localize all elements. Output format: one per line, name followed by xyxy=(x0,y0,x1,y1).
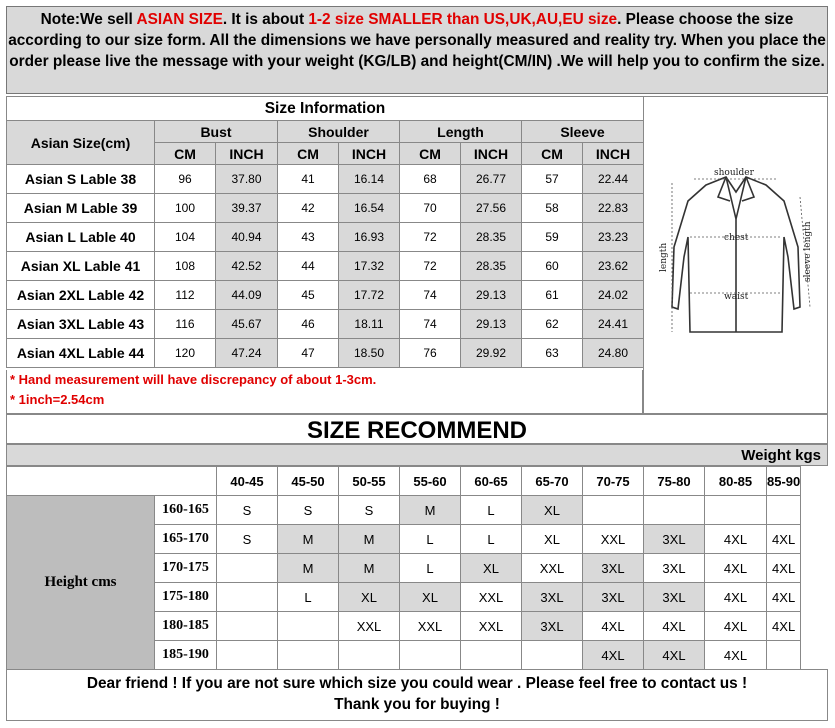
asian-size-header: Asian Size(cm) xyxy=(7,121,155,165)
footnotes xyxy=(6,370,643,414)
size-row xyxy=(7,223,644,252)
unit-header: CM xyxy=(278,143,339,165)
size-info-title: Size Information xyxy=(7,97,644,121)
recommended-size xyxy=(278,641,339,670)
size-value: 62 xyxy=(522,310,583,339)
recommended-size: 4XL xyxy=(583,641,644,670)
size-row xyxy=(7,310,644,339)
size-value: 46 xyxy=(278,310,339,339)
size-value: 27.56 xyxy=(461,194,522,223)
thank-you-line: Thank you for buying ! xyxy=(334,696,500,713)
recommended-size: S xyxy=(339,496,400,525)
size-value: 42 xyxy=(278,194,339,223)
size-note xyxy=(6,6,828,94)
weight-header-row xyxy=(7,467,801,496)
recommended-size: XXL xyxy=(400,612,461,641)
size-information-table xyxy=(6,96,644,368)
size-value: 63 xyxy=(522,339,583,368)
recommended-size: 3XL xyxy=(583,583,644,612)
recommended-size: XXL xyxy=(461,612,522,641)
size-value: 47 xyxy=(278,339,339,368)
recommended-size: L xyxy=(278,583,339,612)
size-value: 16.93 xyxy=(339,223,400,252)
size-label: Asian S Lable 38 xyxy=(7,165,155,194)
corner-cell xyxy=(7,467,217,496)
size-value: 96 xyxy=(155,165,216,194)
size-value: 42.52 xyxy=(216,252,278,281)
recommended-size: XL xyxy=(522,496,583,525)
footnote-inch: * 1inch=2.54cm xyxy=(10,392,105,407)
size-value: 61 xyxy=(522,281,583,310)
size-value: 29.92 xyxy=(461,339,522,368)
note-prefix: Note:We sell xyxy=(40,11,137,28)
recommended-size: 4XL xyxy=(767,612,801,641)
recommended-size: XXL xyxy=(461,583,522,612)
note-smaller: 1-2 size SMALLER than US,UK,AU,EU size xyxy=(308,11,618,28)
recommended-size: 3XL xyxy=(522,612,583,641)
size-label: Asian 2XL Lable 42 xyxy=(7,281,155,310)
size-value: 120 xyxy=(155,339,216,368)
size-value: 16.14 xyxy=(339,165,400,194)
size-value: 116 xyxy=(155,310,216,339)
recommended-size xyxy=(767,496,801,525)
recommended-size: 4XL xyxy=(705,612,767,641)
recommended-size xyxy=(278,612,339,641)
recommended-size: L xyxy=(400,554,461,583)
recommended-size: M xyxy=(339,525,400,554)
weight-label: Weight kgs xyxy=(6,444,828,466)
recommended-size: L xyxy=(400,525,461,554)
weight-range: 45-50 xyxy=(278,467,339,496)
height-range: 165-170 xyxy=(155,525,217,554)
size-value: 70 xyxy=(400,194,461,223)
recommended-size: 4XL xyxy=(705,525,767,554)
unit-header: CM xyxy=(155,143,216,165)
size-value: 100 xyxy=(155,194,216,223)
size-value: 57 xyxy=(522,165,583,194)
height-range: 175-180 xyxy=(155,583,217,612)
recommended-size: 4XL xyxy=(705,641,767,670)
recommended-size: L xyxy=(461,525,522,554)
size-value: 76 xyxy=(400,339,461,368)
recommended-size: 3XL xyxy=(644,583,705,612)
recommended-size: 4XL xyxy=(705,583,767,612)
size-value: 37.80 xyxy=(216,165,278,194)
weight-range: 70-75 xyxy=(583,467,644,496)
sleeve-header: Sleeve xyxy=(522,121,644,143)
size-row xyxy=(7,252,644,281)
waist-label: waist xyxy=(724,292,749,302)
size-value: 23.62 xyxy=(583,252,644,281)
size-label: Asian XL Lable 41 xyxy=(7,252,155,281)
size-value: 29.13 xyxy=(461,310,522,339)
size-value: 72 xyxy=(400,252,461,281)
recommended-size xyxy=(705,496,767,525)
size-recommend-table xyxy=(6,466,801,670)
recommended-size: XL xyxy=(339,583,400,612)
unit-header: INCH xyxy=(339,143,400,165)
size-value: 59 xyxy=(522,223,583,252)
recommended-size xyxy=(583,496,644,525)
recommended-size: S xyxy=(217,525,278,554)
size-value: 45.67 xyxy=(216,310,278,339)
recommended-size: 3XL xyxy=(644,525,705,554)
size-value: 16.54 xyxy=(339,194,400,223)
length-header: Length xyxy=(400,121,522,143)
size-recommend-title: SIZE RECOMMEND xyxy=(6,414,828,444)
sleeve-length-label: sleeve length xyxy=(803,221,813,282)
size-value: 45 xyxy=(278,281,339,310)
contact-message xyxy=(6,669,828,721)
size-value: 44 xyxy=(278,252,339,281)
shoulder-header: Shoulder xyxy=(278,121,400,143)
size-value: 29.13 xyxy=(461,281,522,310)
size-value: 28.35 xyxy=(461,252,522,281)
recommended-size xyxy=(217,554,278,583)
size-value: 74 xyxy=(400,310,461,339)
recommended-size xyxy=(217,583,278,612)
weight-range: 85-90 xyxy=(767,467,801,496)
size-value: 17.32 xyxy=(339,252,400,281)
size-row xyxy=(7,165,644,194)
weight-range: 50-55 xyxy=(339,467,400,496)
footnote-discrepancy: * Hand measurement will have discrepancy of about 1-3cm. xyxy=(10,372,377,387)
size-value: 22.83 xyxy=(583,194,644,223)
note-asian-size: ASIAN SIZE xyxy=(136,11,223,28)
chest-label: chest xyxy=(724,233,749,243)
length-label: length xyxy=(659,242,669,272)
shoulder-label: shoulder xyxy=(714,168,754,178)
height-range: 180-185 xyxy=(155,612,217,641)
height-row xyxy=(7,496,801,525)
bust-header: Bust xyxy=(155,121,278,143)
weight-range: 60-65 xyxy=(461,467,522,496)
size-value: 44.09 xyxy=(216,281,278,310)
size-value: 18.11 xyxy=(339,310,400,339)
size-label: Asian 4XL Lable 44 xyxy=(7,339,155,368)
size-value: 24.02 xyxy=(583,281,644,310)
size-value: 24.80 xyxy=(583,339,644,368)
recommended-size: M xyxy=(339,554,400,583)
recommended-size: M xyxy=(400,496,461,525)
recommended-size: 3XL xyxy=(644,554,705,583)
recommended-size: XL xyxy=(400,583,461,612)
size-value: 60 xyxy=(522,252,583,281)
size-value: 40.94 xyxy=(216,223,278,252)
height-range: 185-190 xyxy=(155,641,217,670)
recommended-size: XL xyxy=(522,525,583,554)
size-row xyxy=(7,339,644,368)
recommended-size: S xyxy=(278,496,339,525)
recommended-size: S xyxy=(217,496,278,525)
unit-header: INCH xyxy=(583,143,644,165)
height-label: Height cms xyxy=(7,496,155,670)
recommended-size: XXL xyxy=(522,554,583,583)
note-rest: . Please choose the size according to our size form. All the dimensions we have personally measured and reality try. When you place the order please live the message with your weight (KG/LB) and height(CM/IN) .We will help you to confirm the size. xyxy=(8,11,826,70)
size-value: 28.35 xyxy=(461,223,522,252)
size-value: 41 xyxy=(278,165,339,194)
size-label: Asian L Lable 40 xyxy=(7,223,155,252)
size-value: 22.44 xyxy=(583,165,644,194)
size-row xyxy=(7,194,644,223)
recommended-size: 4XL xyxy=(644,612,705,641)
size-value: 68 xyxy=(400,165,461,194)
weight-range: 55-60 xyxy=(400,467,461,496)
weight-range: 75-80 xyxy=(644,467,705,496)
size-value: 18.50 xyxy=(339,339,400,368)
recommended-size: L xyxy=(461,496,522,525)
recommended-size xyxy=(644,496,705,525)
size-value: 43 xyxy=(278,223,339,252)
recommended-size xyxy=(217,641,278,670)
contact-line: Dear friend ! If you are not sure which size you could wear . Please feel free to contact us ! xyxy=(86,675,748,692)
size-value: 39.37 xyxy=(216,194,278,223)
recommended-size xyxy=(461,641,522,670)
shirt-diagram xyxy=(643,96,828,414)
shirt-measurement-illustration xyxy=(644,97,827,413)
size-value: 23.23 xyxy=(583,223,644,252)
size-value: 24.41 xyxy=(583,310,644,339)
recommended-size: 4XL xyxy=(767,583,801,612)
size-value: 72 xyxy=(400,223,461,252)
recommended-size: 4XL xyxy=(583,612,644,641)
recommended-size: XL xyxy=(461,554,522,583)
size-label: Asian 3XL Lable 43 xyxy=(7,310,155,339)
recommended-size: 4XL xyxy=(767,525,801,554)
recommended-size xyxy=(767,641,801,670)
unit-header: CM xyxy=(522,143,583,165)
height-range: 160-165 xyxy=(155,496,217,525)
size-label: Asian M Lable 39 xyxy=(7,194,155,223)
recommended-size: 4XL xyxy=(644,641,705,670)
recommended-size xyxy=(217,612,278,641)
size-value: 112 xyxy=(155,281,216,310)
weight-range: 40-45 xyxy=(217,467,278,496)
recommended-size: M xyxy=(278,525,339,554)
size-row xyxy=(7,281,644,310)
recommended-size xyxy=(522,641,583,670)
recommended-size xyxy=(339,641,400,670)
height-range: 170-175 xyxy=(155,554,217,583)
size-value: 47.24 xyxy=(216,339,278,368)
weight-range: 65-70 xyxy=(522,467,583,496)
size-value: 17.72 xyxy=(339,281,400,310)
unit-header: INCH xyxy=(461,143,522,165)
recommended-size: XXL xyxy=(339,612,400,641)
recommended-size xyxy=(400,641,461,670)
size-value: 108 xyxy=(155,252,216,281)
recommended-size: 3XL xyxy=(522,583,583,612)
size-value: 58 xyxy=(522,194,583,223)
recommended-size: 4XL xyxy=(705,554,767,583)
recommended-size: M xyxy=(278,554,339,583)
size-value: 74 xyxy=(400,281,461,310)
size-value: 26.77 xyxy=(461,165,522,194)
recommended-size: 4XL xyxy=(767,554,801,583)
size-value: 104 xyxy=(155,223,216,252)
unit-header: CM xyxy=(400,143,461,165)
weight-range: 80-85 xyxy=(705,467,767,496)
recommended-size: XXL xyxy=(583,525,644,554)
note-mid: . It is about xyxy=(222,11,309,28)
recommended-size: 3XL xyxy=(583,554,644,583)
unit-header: INCH xyxy=(216,143,278,165)
